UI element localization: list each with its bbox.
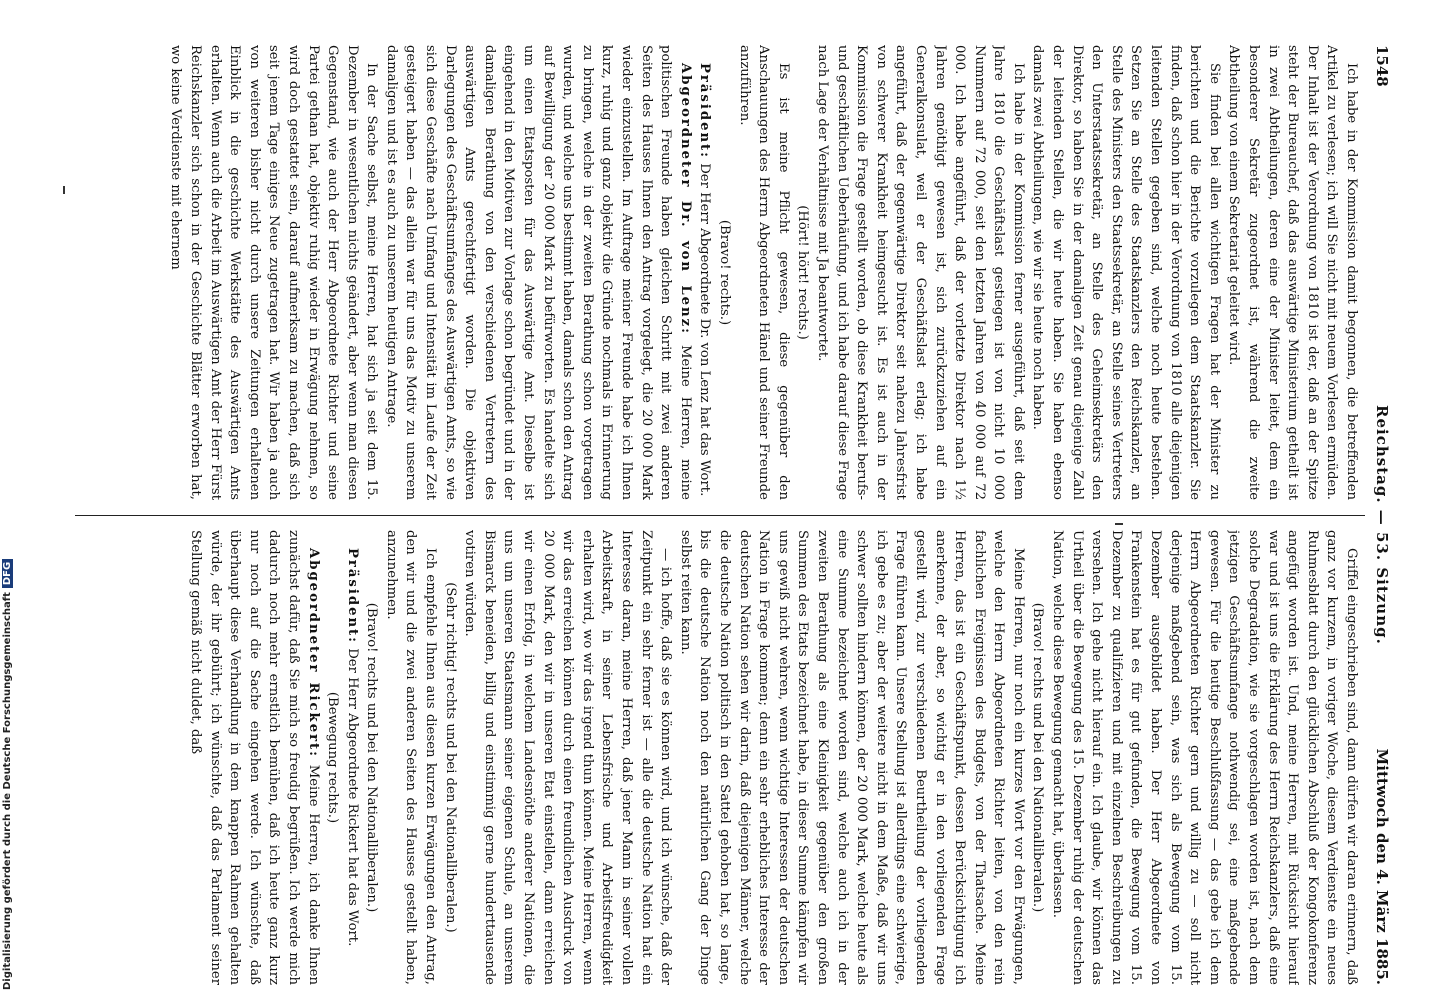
body-paragraph: Griffel eingeschrieben sind, dann dürfen wir daran erinnern, daß ganz vor kurzem, in voriger Woche, diesem Verdienste ein neues Ruhmesblatt durch den glücklichen Abschluß der Kongokonferenz angefügt worden ist. Und, meine Herren, mit Rücksicht hierauf war und ist uns die Erklärung des Herrn Reichskanzlers, daß eine solche Degradation, wie sie vorgeschlagen worden ist, nach dem jetzigen Geschäftsumfange nothwendig sei, eine maßgebende gewesen. Für die heutige Beschlußfassung — das gebe ich dem Herrn Abgeordneten Richter gern und willig zu — soll nicht derjenige maßgebend sein, was sich als Bewegung vom 15. Dezember ausgebildet haben. Der Herr Abgeordnete von Frankenstein hat es für gut gefunden, die Bewegung vom 15. Dezember zu qualifizieren und mit einzelnen Beschreibungen zu versehen. Ich gehe nicht hierauf ein. Ich glaube, wir können das Urtheil über die Bewegung des 15. Dezember ruhig der deutschen Nation, welche diese Bewegung gemacht hat, überlassen. [1050, 530, 1359, 985]
speaker-name: Präsident: [697, 63, 713, 160]
dfg-logo: DFG [2, 559, 13, 588]
speech-text: Meine Herren, meine politischen Freunde haben gleichen Schritt mit zwei anderen Seiten des Hauses Ihnen den Antrag vorgelegt, die 20 000 Mark wieder einzustellen. Im Auftrage meiner Freunde habe ich Ihnen kurz, ruhig und ganz objektiv die Gründe nochmals in Erinnerung zu bringen, welche in der zweiten Berathung schon vorgetragen wurden, und welche uns bestimmt haben, damals schon den Antrag auf Bewilligung der 20 000 Mark zu befürworten. Es handelte sich um einen Etatsposten für das Auswärtige Amt. Dieselbe ist eingehend in den Motiven zur Vorlage schon begründet und in der damaligen Berathung von den verschiedenen Vertretern des auswärtigen Amts gerechtfertigt worden. Die objektiven Darlegungen des Geschäftsumfanges des Auswärtigen Amts, so wie sich diese Geschäfte nach Umfang und Intensität im Laufe der Zeit gesteigert haben — das allein war für uns das Motiv zu unserem damaligen und ist es auch zu unserem heutigen Antrage. [383, 45, 693, 500]
speech-paragraph [342, 530, 362, 985]
digitization-credit [2, 0, 18, 990]
left-column [81, 45, 1361, 500]
speech-paragraph [381, 45, 695, 500]
body-paragraph: Ich empfehle Ihnen aus diesen kurzen Erwägungen den Antrag, den wir und die zwei anderen Seiten des Hauses gestellt haben, anzunehmen. [383, 530, 439, 985]
speech-text: Der Herr Abgeordnete Dr. von Lenz hat das Wort. [697, 159, 713, 497]
speech-paragraph [695, 45, 715, 500]
body-paragraph: Es ist meine Pflicht gewesen, diese gegenüber den Anschauungen des Herrn Abgeordneten Hänel und seiner Freunde anzuführen. [736, 45, 791, 500]
speech-paragraph [185, 530, 322, 985]
running-header [1367, 45, 1395, 985]
speaker-name: Abgeordneter Rickert: [305, 548, 321, 758]
speaker-name: Präsident: [344, 548, 360, 645]
body-paragraph: Meine Herren, nur noch ein kurzes Wort vor den Erwägungen, welche den Herrn Abgeordneten Richter leiten, von den rein fachlichen Ereignissen des Budgets, von der Thatsache. Meine Herren, das ist ein Geschäftspunkt, dessen Berücksichtigung ich anerkenne, der aber, so wichtig er in den vorliegenden Frage gestellt wird, zur verschiedenen Beurtheilung der vorliegenden Frage führen kann. Unsere Stellung ist allerdings eine schwierige, ich gebe es zu; aber der weitere nicht in dem Maße, daß wir uns schwer sollten hindern können, der 20 000 Mark, welche heute als eine Summe bezeichnet worden sind, welche auch ich in der zweiten Berathung als eine Kleinigkeit gegenüber den großen Summen des Etats bezeichnet habe, in dieser Summe kämpfen wir uns gewiß nicht wehren, wenn wichtige Interessen der deutschen Nation in Frage kommen; denn ein sehr erhebliches Interesse der deutschen Nation sehen wir darin, daß diejenigen Männer, welche die deutsche Nation politisch in den Sattel gehoben hat, so lange, bis die deutsche Nation noch den natürlichen Gang der Dinge selbst reiten kann. [677, 530, 1026, 985]
speaker-name: Abgeordneter Dr. von Lenz: [677, 63, 693, 335]
header-title: Reichstag. — 53. Sitzung. [1373, 405, 1391, 645]
digitization-credit-text: Digitalisierung gefördert durch die Deutsche Forschungsgemeinschaft [2, 592, 13, 990]
interjection: (Bravo! rechts und bei den Nationalliberalen.) [364, 602, 380, 913]
interjection: (Hört! hört! rechts.) [795, 205, 811, 340]
interjection: (Bravo! rechts und bei den Nationalliberalen.) [1030, 602, 1046, 913]
page-number: 1548 [1373, 45, 1391, 87]
interjection: (Bewegung rechts.) [325, 691, 341, 824]
speech-text: Meine Herren, ich danke Ihnen zunächst dafür, daß Sie mich so freudig begrüßen. Ich werde mich dadurch noch mehr ernstlich bemühen, daß ich heute ganz kurz nur noch auf die Sache eingehen werde. Ich wünschte, daß überhaupt diese Verhandlung in dem knappen Rahmen gehalten würde, der ihr gebührt; ich wünschte, daß das Parlament seiner Stellung gemäß nicht duldet, daß [187, 530, 321, 985]
interjection: (Bravo! rechts.) [717, 219, 732, 326]
body-paragraph: — ich hoffe, daß sie es können wird, und ich wünsche, daß der Zeitpunkt ein sehr ferner ist — alle die deutsche Nation hat ein Interesse daran, meine Herren, daß jener Mann in seiner vollen Arbeitskraft, in seiner Lebensfrische und Arbeitsfreudigkeit erhalten wird, wo wir das irgend thun können. Meine Herren, wenn wir das erreichen können durch einen freundlichen Ausdruck von 20 000 Mark, den wir in unseren Etat einstellen, dann erreichen wir einen Erfolg, in welchem Landesnöthe anderer Nationen, die uns um unseren Staatsmann seiner eigenen Schule, an unserem Bismarck beneiden, billig und einstimmig gerne hunderttausende votiren würden. [462, 530, 674, 985]
body-paragraph: Sie finden bei allen wichtigen Fragen hat der Minister zu berichten und die Berichte vorzulegen dem Staatskanzler. Sie finden, daß schon hier in der Verordnung von 1810 alle diejenigen leitenden Stellen gegeben sind, welche noch heute bestehen. Setzen Sie an Stelle des Staatskanzlers den Reichskanzler, an Stelle des Ministers den Staatssekretär, an Stelle seines Vertreters den Unterstaatssekretär, an Stelle des Geheimsekretärs den Direktor, so haben Sie in der damaligen Zeit genau diejenige Zahl der leitenden Stellen, die wir heute haben. Sie haben ebenso damals zwei Abtheilungen, wie wir sie heute noch haben. [1030, 45, 1222, 500]
body-paragraph: Ich habe in der Kommission damit begonnen, die betreffenden Artikel zu verlesen; ich will Sie nicht mit neuem Vorlesen ermüden. Der Inhalt ist der Verordnung von 1810 ist der, daß an der Spitze steht der Bureauchef, daß das auswärtige Ministerium getheilt ist in zwei Abtheilungen, deren eine der Minister leitet, dem ein besonderer Sekretär zugeordnet ist, während die zweite Abtheilung von einem Sekretariat geleitet wird. [1226, 45, 1359, 500]
body-paragraph: In der Sache selbst, meine Herren, hat sich ja seit dem 15. Dezember in wesentlichen nichts geändert, aber wenn man diesen Gegenstand, wie auch der Herr Abgeordnete Richter und seine Partei gethan hat, objektiv ruhig wieder in Erwägung nehmen, so wird doch gestattet sein, darauf aufmerksam zu machen, daß sich seit jenem Tage einiges Neue zugetragen hat. Wir haben ja auch von weiteren bisher nicht durch unsere Zeitungen erhaltenen Einblick in die geschichte Werkstätte des Auswärtigen Amts erhalten. Wenn auch die Arbeit im Auswärtigen Amt der Herr Fürst Reichskanzler sich schon in der Geschichte Blätter erworben hat, wo keine Verdienste mit ehernem [168, 45, 380, 500]
speech-text: Der Herr Abgeordnete Rickert hat das Wort. [344, 644, 360, 947]
column-divider [75, 515, 1365, 516]
rotated-sheet [65, 45, 1395, 985]
interjection: (Sehr richtig! rechts und bei den Nationalliberalen.) [442, 582, 458, 933]
right-column [81, 530, 1361, 985]
header-date: Mittwoch den 4. März 1885. [1373, 748, 1391, 985]
body-paragraph: Ich habe in der Kommission ferner ausgeführt, daß seit dem Jahre 1810 die Geschäftslast gestiegen ist von nicht 10 000 Nummern auf 72 000, seit den letzten Jahren von 40 000 auf 72 000. Ich habe angeführt, daß der vorletzte Direktor nach 1½ Jahren genöthigt gewesen ist, sich zurückzuziehen auf ein Generalkonsulat, weil er der Geschäftslast erlag; ich habe angeführt, daß der gegenwärtige Direktor seit nahezu Jahresfrist von schwerer Krankheit heimgesucht ist. Es ist auch in der Kommission die Frage gestellt worden, ob diese Krankheit berufs- und geschäftlichen Ueberhäufung, und ich habe darauf diese Frage nach Lage der Verhältnisse mit Ja beantwortet. [814, 45, 1026, 500]
